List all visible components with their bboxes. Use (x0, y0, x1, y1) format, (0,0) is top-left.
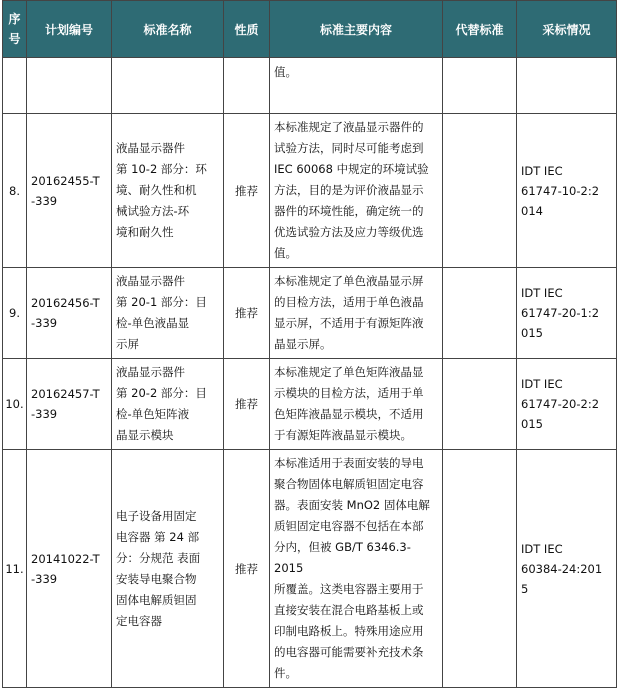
row-number: 10. (3, 359, 27, 450)
plan-code: 20162457-T -339 (27, 359, 112, 450)
row-number (3, 58, 27, 114)
main-content: 值。 (270, 58, 443, 114)
replaced-standard (443, 58, 517, 114)
plan-code: 20162455-T -339 (27, 114, 112, 268)
adoption: IDT IEC 61747-20-2:2 015 (517, 359, 617, 450)
nature: 推荐 (224, 268, 270, 359)
adoption: IDT IEC 61747-10-2:2 014 (517, 114, 617, 268)
standard-name (112, 58, 224, 114)
plan-code (27, 58, 112, 114)
replaced-standard (443, 359, 517, 450)
header-adoption: 采标情况 (517, 1, 617, 58)
table-row (3, 114, 617, 268)
replaced-standard (443, 268, 517, 359)
nature: 推荐 (224, 359, 270, 450)
standard-name: 液晶显示器件 第 20-2 部分：目 检-单色矩阵液 晶显示模块 (112, 359, 224, 450)
main-content: 本标准适用于表面安装的导电 聚合物固体电解质钽固定电容 器。表面安装 MnO2 固体电解 质钽固定电容器不包括在本部 分内，但被 GB/T 6346.3-2015 所覆盖。这类电容器主要用于 直接安装在混合电路基板上或 印制电路板上。特殊用途应用 的电容器可能需要补充技术条 件。 (270, 450, 443, 688)
main-content: 本标准规定了液晶显示器件的 试验方法，同时尽可能考虑到 IEC 60068 中规定的环境试验 方法，目的是为评价液晶显示 器件的环境性能，确定统一的 优选试验方法及应力等级优选 值。 (270, 114, 443, 268)
table-header-row (3, 1, 617, 58)
nature: 推荐 (224, 114, 270, 268)
adoption: IDT IEC 60384-24:201 5 (517, 450, 617, 688)
main-content: 本标准规定了单色液晶显示屏 的目检方法，适用于单色液晶 显示屏，不适用于有源矩阵液 晶显示屏。 (270, 268, 443, 359)
main-content: 本标准规定了单色矩阵液晶显 示模块的目检方法，适用于单 色矩阵液晶显示模块，不适用 于有源矩阵液晶显示模块。 (270, 359, 443, 450)
header-main-content: 标准主要内容 (270, 1, 443, 58)
standards-table (2, 0, 617, 688)
table-row (3, 359, 617, 450)
replaced-standard (443, 450, 517, 688)
header-seq: 序 号 (3, 1, 27, 58)
replaced-standard (443, 114, 517, 268)
plan-code: 20141022-T -339 (27, 450, 112, 688)
nature (224, 58, 270, 114)
header-replaced-standard: 代替标准 (443, 1, 517, 58)
standards-table-page (2, 0, 616, 688)
standard-name: 电子设备用固定 电容器 第 24 部 分：分规范 表面 安装导电聚合物 固体电解质钽固 定电容器 (112, 450, 224, 688)
standard-name: 液晶显示器件 第 10-2 部分：环 境、耐久性和机 械试验方法-环 境和耐久性 (112, 114, 224, 268)
header-standard-name: 标准名称 (112, 1, 224, 58)
table-row (3, 450, 617, 688)
adoption (517, 58, 617, 114)
plan-code: 20162456-T -339 (27, 268, 112, 359)
adoption: IDT IEC 61747-20-1:2 015 (517, 268, 617, 359)
header-plan-code: 计划编号 (27, 1, 112, 58)
row-number: 9. (3, 268, 27, 359)
nature: 推荐 (224, 450, 270, 688)
table-row (3, 268, 617, 359)
standard-name: 液晶显示器件 第 20-1 部分：目 检-单色液晶显 示屏 (112, 268, 224, 359)
row-number: 11. (3, 450, 27, 688)
header-nature: 性质 (224, 1, 270, 58)
row-number: 8. (3, 114, 27, 268)
table-row (3, 58, 617, 114)
